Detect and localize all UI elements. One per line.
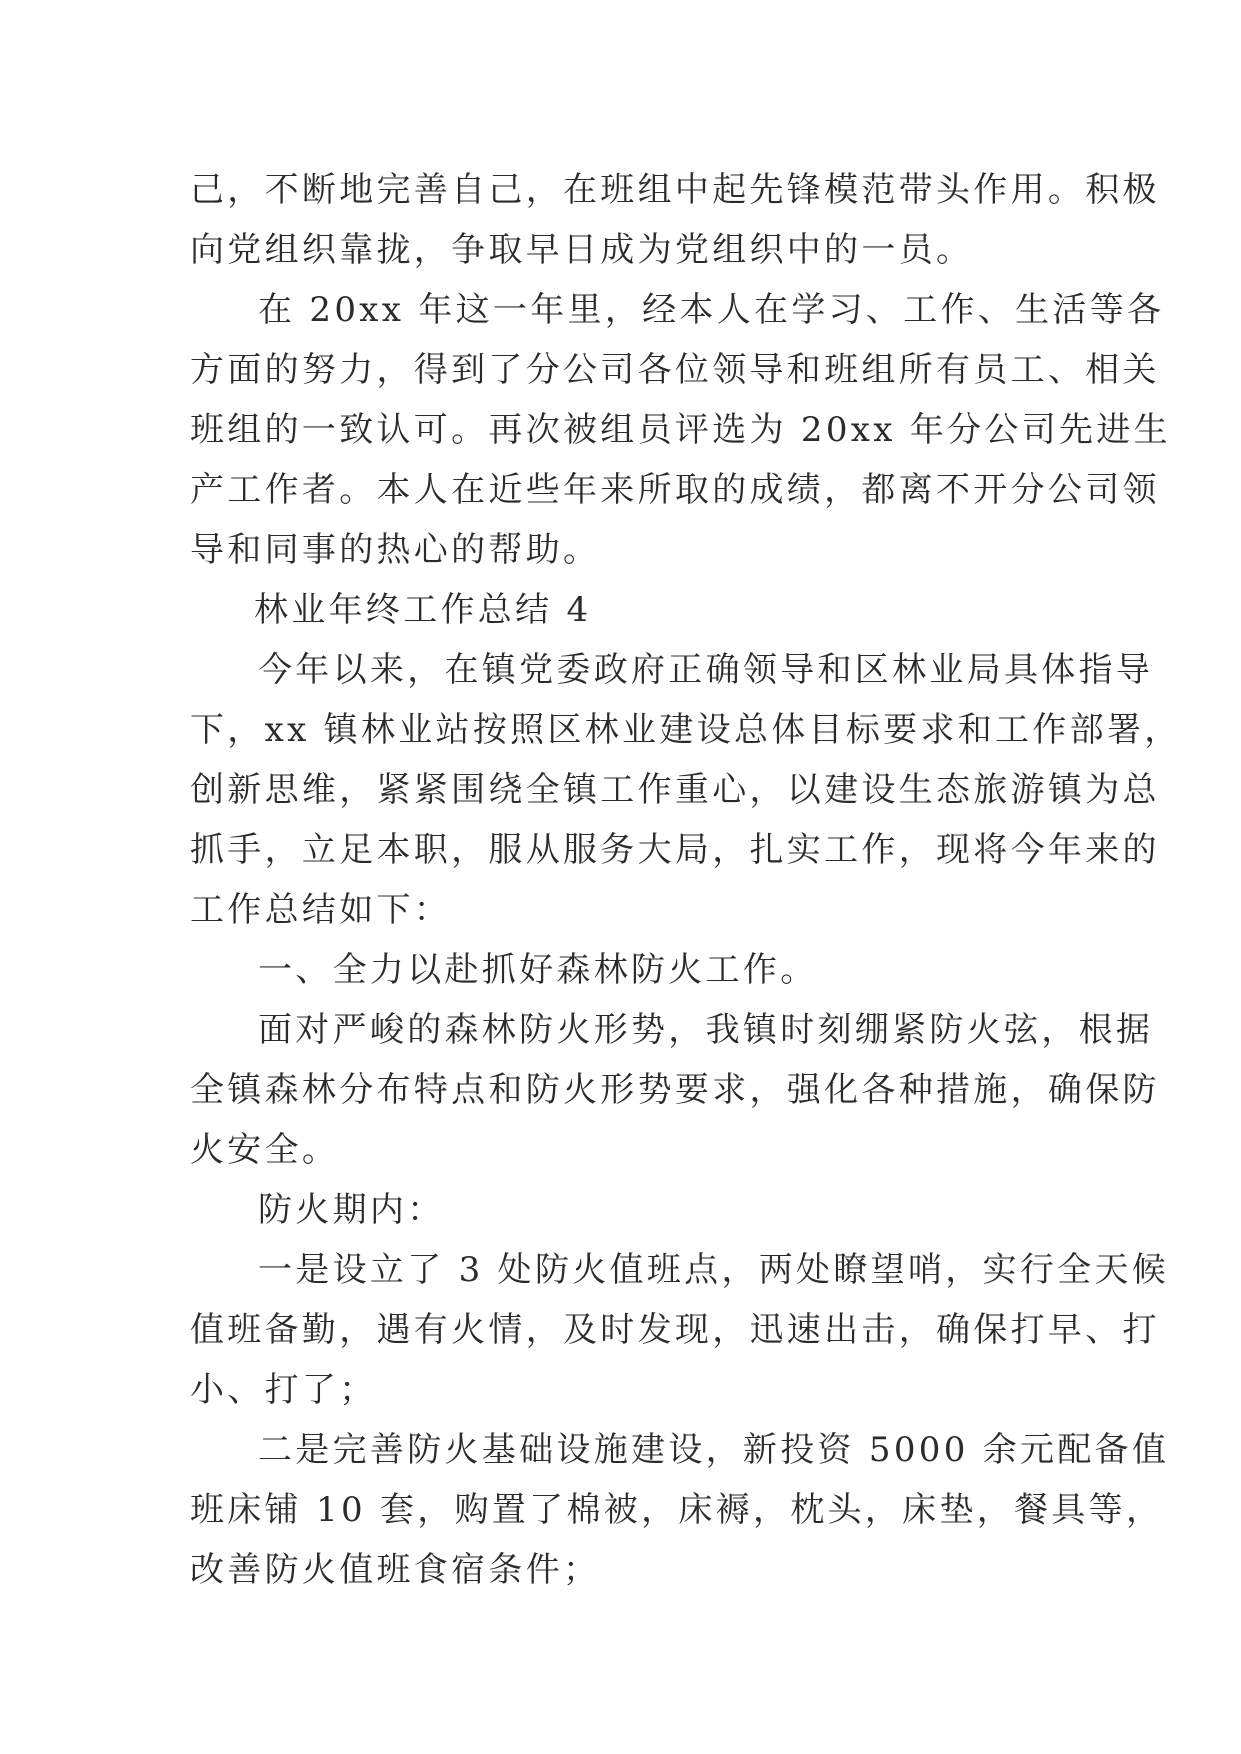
- text-line: 班床铺 10 套，购置了棉被，床褥，枕头，床垫，餐具等，: [190, 1490, 1164, 1530]
- text-line: 创新思维，紧紧围绕全镇工作重心，以建设生态旅游镇为总: [190, 770, 1160, 810]
- paragraph-start: 在 20xx 年这一年里，经本人在学习、工作、生活等各: [258, 290, 1165, 330]
- subsection-heading: 一、全力以赴抓好森林防火工作。: [258, 950, 818, 990]
- text-line: 产工作者。本人在近些年来所取的成绩，都离不开分公司领: [190, 470, 1160, 510]
- paragraph-start: 一是设立了 3 处防火值班点，两处瞭望哨，实行全天候: [258, 1250, 1170, 1290]
- document-body: [190, 160, 1182, 1600]
- text-line: 全镇森林分布特点和防火形势要求，强化各种措施，确保防: [190, 1070, 1160, 1110]
- text-line: 值班备勤，遇有火情，及时发现，迅速出击，确保打早、打: [190, 1310, 1160, 1350]
- text-line: 下，xx 镇林业站按照区林业建设总体目标要求和工作部署，: [190, 710, 1182, 750]
- text-line: 方面的努力，得到了分公司各位领导和班组所有员工、相关: [190, 350, 1160, 390]
- paragraph-start: 面对严峻的森林防火形势，我镇时刻绷紧防火弦，根据: [258, 1010, 1154, 1050]
- text-line: 小、打了；: [190, 1370, 377, 1410]
- text-line: 己，不断地完善自己，在班组中起先锋模范带头作用。积极: [190, 170, 1160, 210]
- paragraph-start: 防火期内：: [258, 1190, 445, 1230]
- text-line: 导和同事的热心的帮助。: [190, 530, 601, 570]
- text-line: 工作总结如下：: [190, 890, 452, 930]
- text-line: 班组的一致认可。再次被组员评选为 20xx 年分公司先进生: [190, 410, 1171, 450]
- section-heading: 林业年终工作总结 4: [254, 590, 592, 630]
- text-line: 向党组织靠拢，争取早日成为党组织中的一员。: [190, 230, 974, 270]
- paragraph-start: 今年以来，在镇党委政府正确领导和区林业局具体指导: [258, 650, 1154, 690]
- paragraph-start: 二是完善防火基础设施建设，新投资 5000 余元配备值: [258, 1430, 1170, 1470]
- text-line: 改善防火值班食宿条件；: [190, 1550, 601, 1590]
- text-line: 抓手，立足本职，服从服务大局，扎实工作，现将今年来的: [190, 830, 1160, 870]
- text-line: 火安全。: [190, 1130, 340, 1170]
